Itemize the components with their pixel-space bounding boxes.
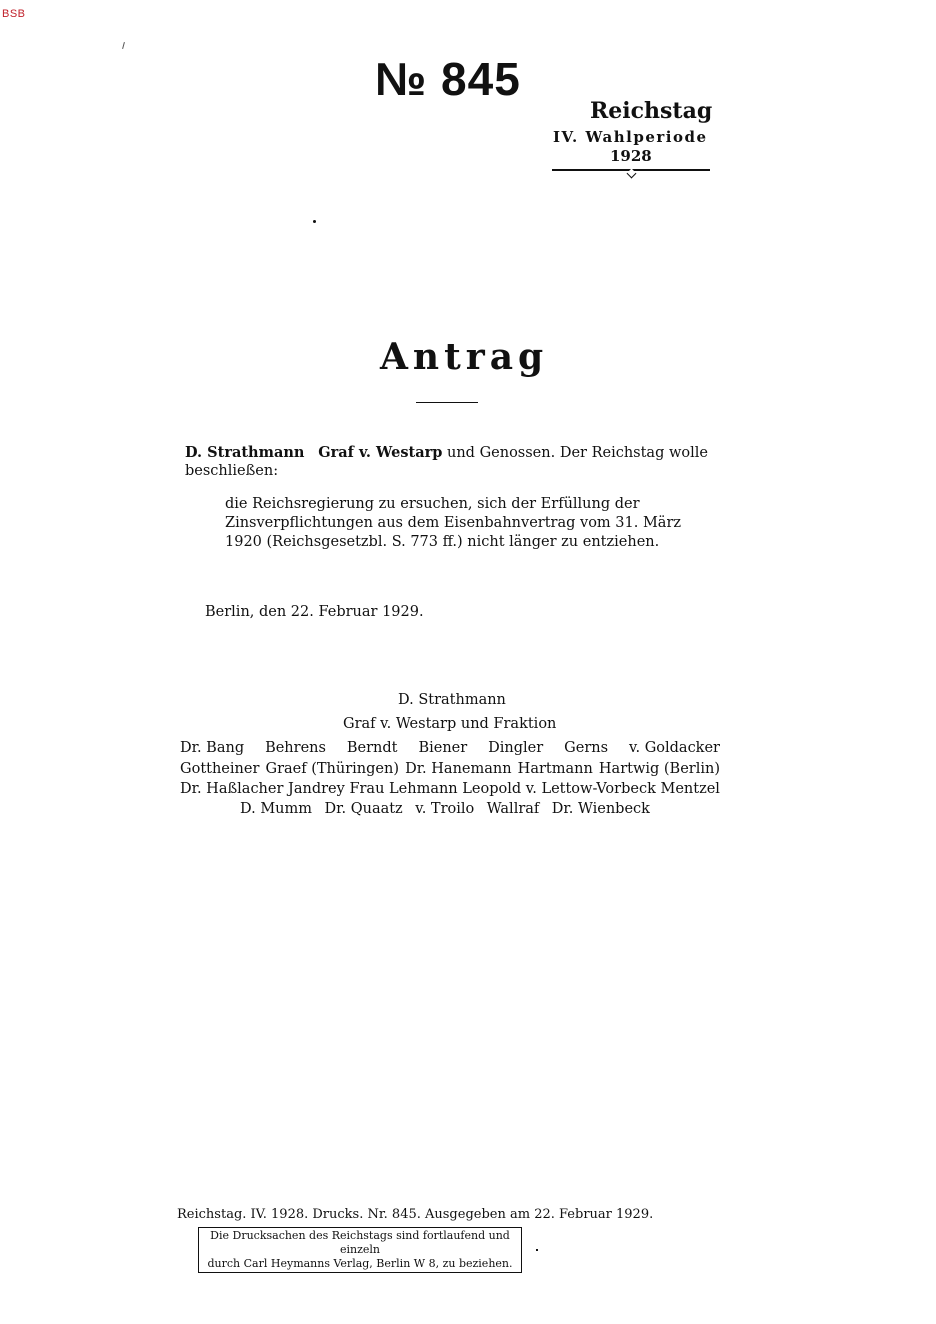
signatory: Jandrey: [288, 781, 345, 797]
motion-text: die Reichsregierung zu ersuchen, sich der Erfüllung der Zinsverpflichtungen aus dem Eisenbahnvertrag vom 31. März 1920 (Reichsgesetzbl. S. 773 ff.) nicht länger zu entziehen.: [225, 496, 682, 550]
date-line: Berlin, den 22. Februar 1929.: [205, 604, 424, 620]
signatory: D. Mumm: [240, 801, 313, 817]
signatory: Biener: [418, 740, 468, 756]
mover-name: D. Strathmann: [185, 444, 305, 461]
signatory-row: [240, 801, 650, 817]
masthead-rule: [552, 169, 710, 171]
signatory: Frau Lehmann: [349, 781, 458, 797]
signatory: Graef (Thüringen): [265, 761, 399, 777]
masthead-period: IV. Wahlperiode: [553, 128, 708, 146]
signatory: Wallraf: [486, 801, 540, 817]
signatory: v. Goldacker: [629, 740, 720, 756]
speck: [536, 1249, 538, 1251]
signatory: Mentzel: [660, 781, 720, 797]
signatory: Dr. Bang: [180, 740, 245, 756]
signatory: Hartwig (Berlin): [598, 761, 720, 777]
masthead-institution: Reichstag: [590, 98, 713, 124]
mover-name: Graf v. Westarp: [318, 444, 443, 461]
signatory: Gottheiner: [180, 761, 260, 777]
signatory: v. Lettow-Vorbeck: [525, 781, 656, 797]
signatory-lead: D. Strathmann: [398, 692, 506, 708]
signatory: Dingler: [488, 740, 544, 756]
document-number: № 845: [375, 53, 521, 105]
signatory-lead: Graf v. Westarp und Fraktion: [343, 716, 557, 732]
publisher-note: [198, 1227, 522, 1273]
title-rule: [416, 402, 478, 403]
scan-mark: [122, 42, 125, 49]
masthead-year: 1928: [610, 147, 652, 165]
signatory-row: [180, 740, 720, 756]
signatory: v. Troilo: [415, 801, 475, 817]
signatory: Leopold: [462, 781, 522, 797]
motion-intro: [185, 444, 715, 480]
print-footer: Reichstag. IV. 1928. Drucks. Nr. 845. Ausgegeben am 22. Februar 1929.: [177, 1207, 654, 1222]
page-title: Antrag: [380, 336, 549, 378]
publisher-note-line: Die Drucksachen des Reichstags sind fortlaufend und einzeln: [210, 1229, 510, 1256]
signatory: Dr. Wienbeck: [551, 801, 650, 817]
publisher-note-line: durch Carl Heymanns Verlag, Berlin W 8, zu beziehen.: [207, 1257, 513, 1270]
signatory: Dr. Quaatz: [324, 801, 403, 817]
speck: [313, 220, 316, 223]
signatory: Gerns: [564, 740, 609, 756]
motion-intro-text: und Genossen. Der Reichstag wolle beschließen:: [185, 445, 708, 479]
signatory: Dr. Hanemann: [405, 761, 512, 777]
signatory-row: [180, 781, 720, 797]
signatory: Behrens: [265, 740, 326, 756]
library-stamp: BSB: [2, 8, 26, 20]
signatory-row: [180, 761, 720, 777]
signatory: Hartmann: [517, 761, 593, 777]
signatory: Berndt: [346, 740, 398, 756]
signatory: Dr. Haßlacher: [180, 781, 284, 797]
